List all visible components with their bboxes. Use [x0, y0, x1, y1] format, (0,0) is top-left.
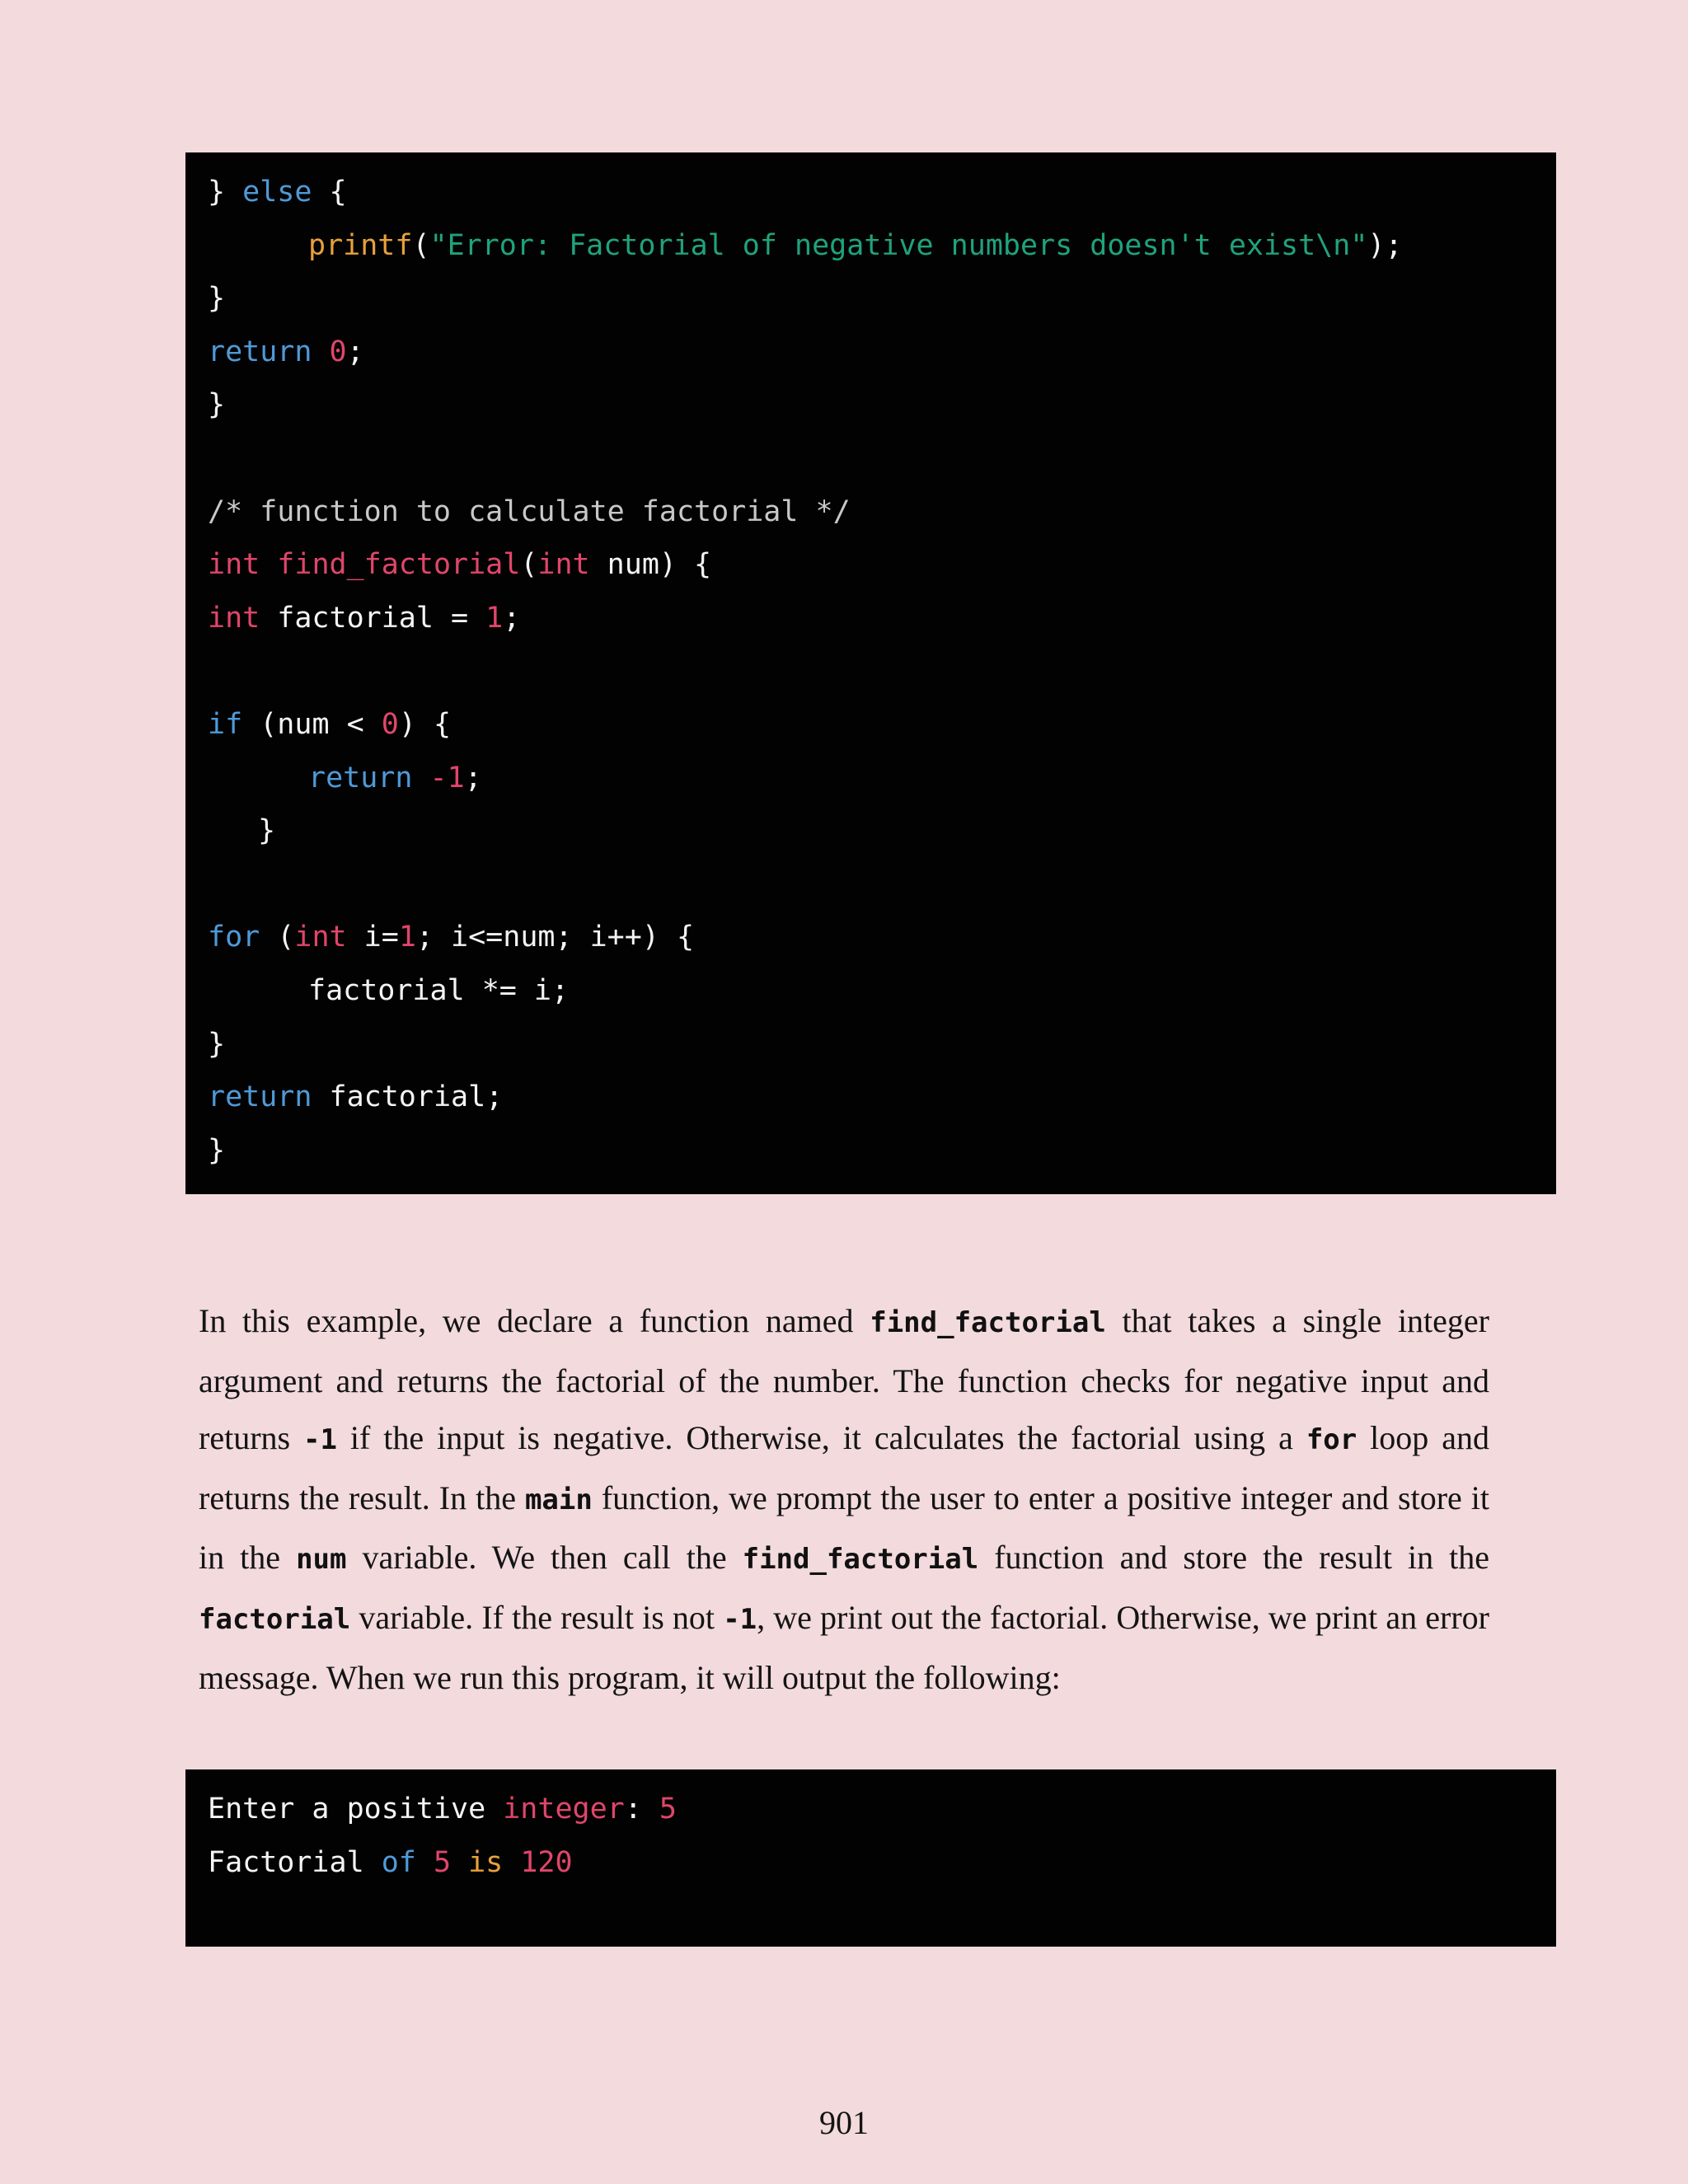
- output-line-2: [208, 1836, 1556, 1890]
- code-type-keyword: int: [208, 601, 260, 635]
- explanation-text: , we print out the factorial. Otherwise, we print an error message. When we run this program, it will output the following:: [199, 1598, 1489, 1696]
- code-line-12: [208, 752, 1556, 805]
- code-keyword: return: [208, 1080, 312, 1114]
- code-block-factorial-function: [185, 152, 1556, 1194]
- code-token: ; i<=num; i++) {: [415, 921, 695, 954]
- code-number: 1: [485, 601, 504, 635]
- code-token: (: [260, 921, 295, 954]
- inline-code: find_factorial: [870, 1306, 1106, 1339]
- explanation-paragraph: [199, 1292, 1489, 1706]
- explanation-text: variable. If the result is not: [350, 1598, 724, 1636]
- code-line-blank: [208, 858, 1556, 912]
- inline-code: -1: [723, 1602, 757, 1636]
- code-number: 5: [433, 1845, 452, 1879]
- code-token: {: [312, 176, 347, 209]
- code-token: (: [520, 548, 538, 582]
- code-line-8: [208, 538, 1556, 592]
- code-token: }: [208, 176, 243, 209]
- code-token: (num <: [242, 707, 382, 741]
- code-token: [503, 1846, 520, 1879]
- code-comment: /* function to calculate factorial */: [208, 494, 851, 528]
- inline-code: for: [1306, 1423, 1357, 1457]
- code-token: ) {: [398, 707, 452, 741]
- code-line-2: [208, 219, 1556, 273]
- code-keyword: return: [208, 335, 312, 368]
- code-line-7: [208, 485, 1556, 539]
- code-token: i=: [346, 921, 399, 954]
- code-type-keyword: int: [537, 548, 590, 582]
- code-type-keyword: int: [294, 921, 347, 954]
- explanation-text: In this example, we declare a function named: [199, 1302, 870, 1339]
- inline-code: num: [296, 1543, 347, 1577]
- code-token: }: [208, 388, 226, 422]
- explanation-text: that takes a single integer argument and returns the factorial of the number. The function checks for negative input and returns: [199, 1302, 1489, 1457]
- code-number: 1: [398, 921, 416, 954]
- code-keyword: for: [208, 921, 260, 954]
- code-token: Enter a positive: [208, 1793, 504, 1825]
- code-token: factorial *= i;: [308, 973, 570, 1007]
- explanation-text: if the input is negative. Otherwise, it calculates the factorial using a: [336, 1419, 1306, 1457]
- code-string: "Error: Factorial of negative numbers doesn't exist\n": [429, 228, 1368, 262]
- code-number: 5: [659, 1793, 677, 1825]
- code-token: ;: [346, 335, 364, 368]
- code-line-blank: [208, 432, 1556, 485]
- explanation-text: function, we prompt the user to enter a positive integer and store it in the: [199, 1479, 1489, 1577]
- code-line-16: [208, 964, 1556, 1018]
- code-token: (: [412, 228, 430, 262]
- code-token: [451, 1846, 468, 1879]
- code-number: -1: [429, 761, 465, 794]
- code-function-name: find_factorial: [277, 548, 521, 582]
- code-keyword: is: [468, 1845, 504, 1879]
- code-keyword: else: [242, 176, 312, 209]
- code-line-4: [208, 326, 1556, 379]
- code-keyword: return: [308, 761, 413, 794]
- code-token: ;: [464, 761, 482, 794]
- code-token: }: [208, 1133, 226, 1167]
- explanation-text: loop and returns the result. In the: [199, 1419, 1489, 1516]
- code-line-19: [208, 1124, 1556, 1178]
- code-token: num) {: [589, 548, 712, 582]
- code-function-name: printf: [308, 228, 413, 262]
- code-token: [312, 335, 329, 368]
- inline-code: find_factorial: [742, 1543, 979, 1577]
- code-line-9: [208, 592, 1556, 645]
- page-number: 901: [819, 2104, 869, 2141]
- code-line-13: [208, 804, 1556, 858]
- code-token: factorial;: [312, 1080, 504, 1114]
- code-line-18: [208, 1071, 1556, 1124]
- code-token: Factorial: [208, 1845, 382, 1879]
- code-line-11: [208, 698, 1556, 752]
- code-type-keyword: integer: [503, 1793, 625, 1825]
- code-number: 120: [520, 1845, 573, 1879]
- code-line-1: [208, 166, 1556, 219]
- code-token: [260, 548, 277, 581]
- code-number: 0: [381, 707, 399, 741]
- code-token: [416, 1846, 434, 1879]
- code-line-17: [208, 1018, 1556, 1071]
- code-keyword: if: [208, 707, 243, 741]
- code-token: }: [208, 282, 226, 316]
- code-line-3: [208, 272, 1556, 326]
- code-line-5: [208, 378, 1556, 432]
- code-token: :: [624, 1793, 659, 1825]
- code-block-program-output: [185, 1769, 1556, 1947]
- code-token: );: [1367, 228, 1403, 262]
- code-type-keyword: int: [208, 548, 260, 582]
- code-line-15: [208, 911, 1556, 964]
- code-line-blank: [208, 644, 1556, 698]
- code-token: }: [258, 814, 276, 848]
- explanation-text: variable. We then call the: [346, 1539, 743, 1577]
- inline-code: factorial: [199, 1602, 351, 1636]
- inline-code: main: [524, 1483, 593, 1516]
- code-token: [412, 762, 429, 794]
- explanation-text: function and store the result in the: [978, 1539, 1490, 1577]
- code-token: ;: [503, 601, 521, 635]
- code-token: factorial =: [260, 601, 486, 635]
- code-keyword: of: [381, 1845, 416, 1879]
- inline-code: -1: [303, 1423, 337, 1457]
- code-token: }: [208, 1027, 226, 1061]
- code-number: 0: [329, 335, 347, 368]
- output-line-1: [208, 1783, 1556, 1836]
